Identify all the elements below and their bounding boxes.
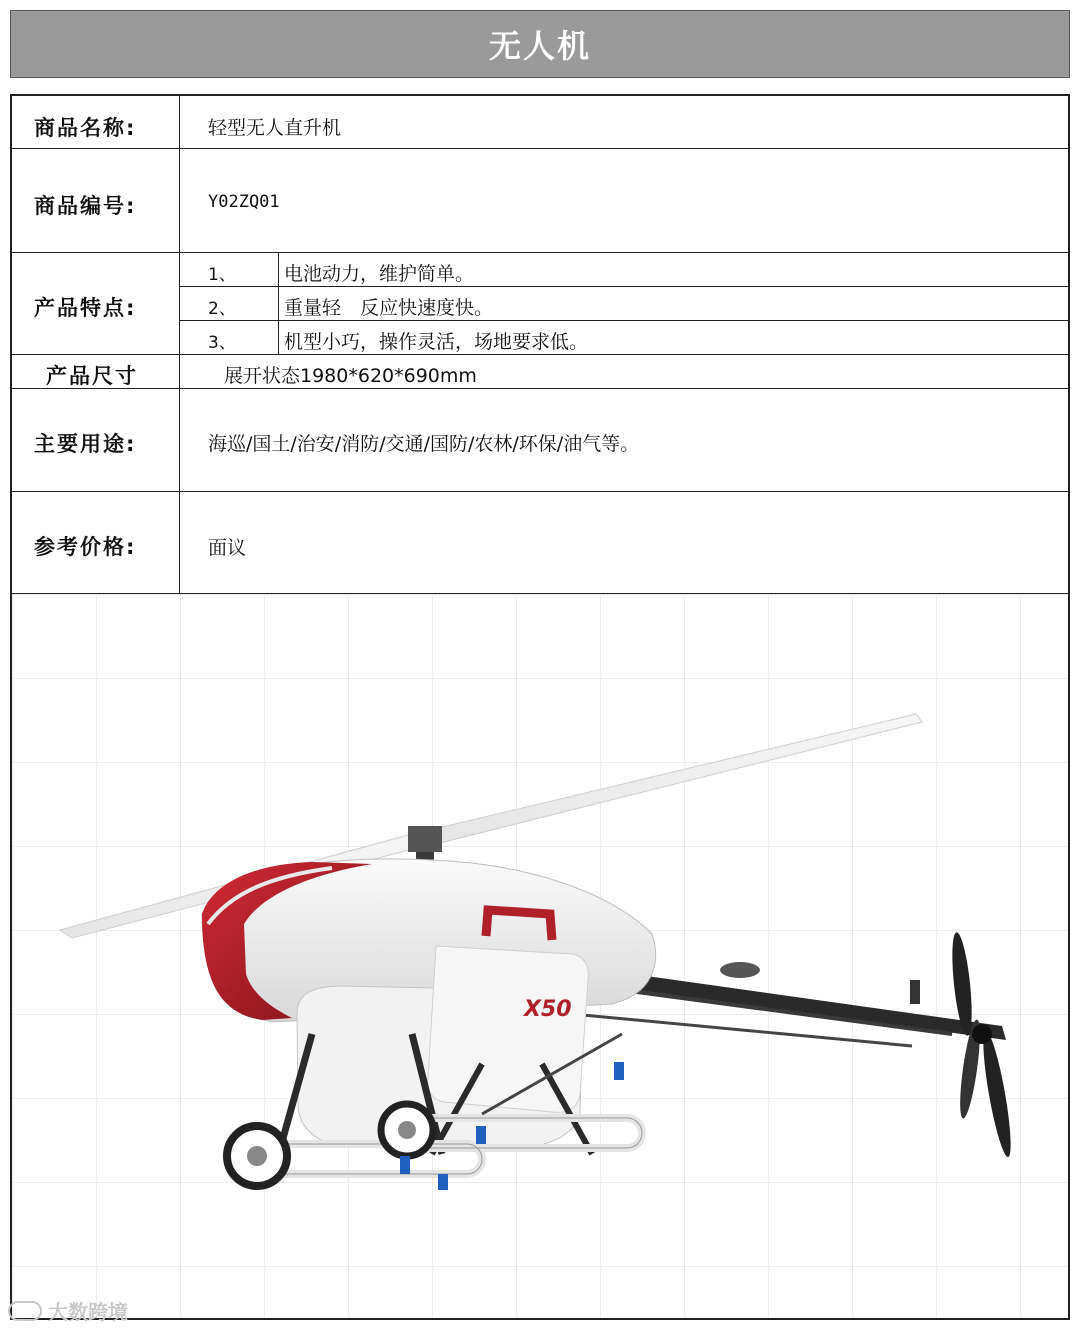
helicopter-drone-illustration — [12, 594, 1068, 1318]
feature-text: 机型小巧，操作灵活，场地要求低。 — [284, 331, 589, 353]
page-title-bar — [10, 10, 1070, 78]
product-spec-table — [10, 94, 1070, 1320]
product-name-label: 商品名称: — [34, 116, 137, 140]
feature-number: 1、 — [208, 265, 236, 285]
watermark-logo-icon — [8, 1301, 42, 1321]
product-price-label: 参考价格: — [34, 535, 137, 559]
product-code-label: 商品编号: — [34, 194, 137, 218]
row-divider — [12, 148, 1068, 149]
watermark — [8, 1296, 128, 1325]
row-divider — [12, 388, 1068, 389]
product-usage-label: 主要用途: — [34, 432, 137, 456]
row-divider — [180, 286, 1068, 287]
column-divider — [179, 96, 180, 593]
row-divider — [12, 491, 1068, 492]
row-divider — [180, 320, 1068, 321]
feature-number: 3、 — [208, 333, 236, 353]
model-text: X50 — [524, 997, 572, 1022]
product-code-value: Y02ZQ01 — [208, 192, 280, 212]
column-divider — [278, 252, 279, 354]
watermark-text: 大数跨境 — [48, 1300, 128, 1324]
product-name-value: 轻型无人直升机 — [208, 117, 342, 139]
product-photo — [12, 594, 1068, 1318]
product-usage-value: 海巡/国土/治安/消防/交通/国防/农林/环保/油气等。 — [208, 433, 640, 455]
row-divider — [12, 354, 1068, 355]
product-size-value: 展开状态1980*620*690mm — [224, 365, 477, 387]
page-title: 无人机 — [488, 27, 591, 65]
feature-text: 电池动力，维护简单。 — [284, 263, 475, 285]
product-price-value: 面议 — [208, 537, 247, 559]
feature-text: 重量轻 反应快速度快。 — [284, 297, 494, 319]
product-size-label: 产品尺寸 — [46, 364, 138, 388]
feature-number: 2、 — [208, 299, 236, 319]
product-features-label: 产品特点: — [34, 296, 137, 320]
row-divider — [12, 252, 1068, 253]
